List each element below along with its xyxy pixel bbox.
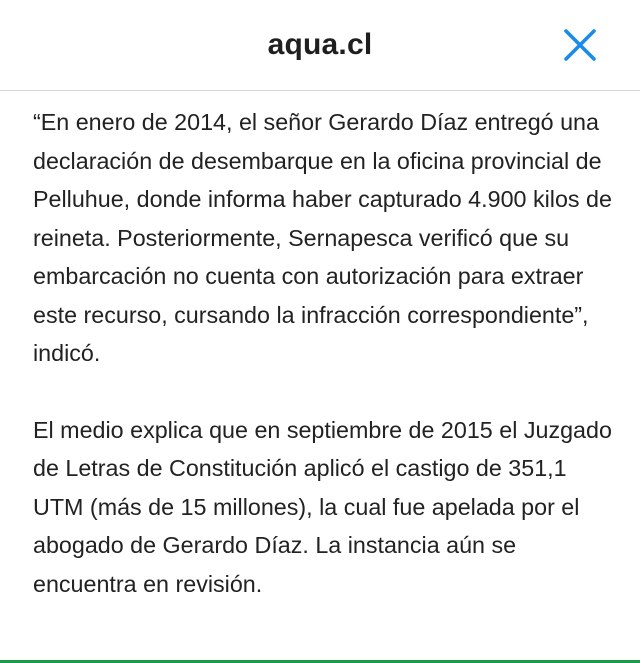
article-body	[33, 103, 613, 603]
article-paragraph: El medio explica que en septiembre de 2015 el Juzgado de Letras de Constitución aplicó el castigo de 351,1 UTM (más de 15 millones), la cual fue apelada por el abogado de Gerardo Díaz. La instancia aún se encuentra en revisión.	[33, 416, 612, 597]
close-icon	[562, 27, 598, 63]
header-bar	[0, 0, 640, 91]
article-paragraph: “En enero de 2014, el señor Gerardo Díaz entregó una declaración de desembarque en la oficina provincial de Pelluhue, donde informa haber capturado 4.900 kilos de reineta. Posteriormente, Sernapesca verificó que su embarcación no cuenta con autorización para extraer este recurso, cursando la infracción correspondiente”, indicó.	[33, 109, 612, 366]
page-title: aqua.cl	[267, 28, 373, 61]
close-button[interactable]	[562, 27, 598, 63]
